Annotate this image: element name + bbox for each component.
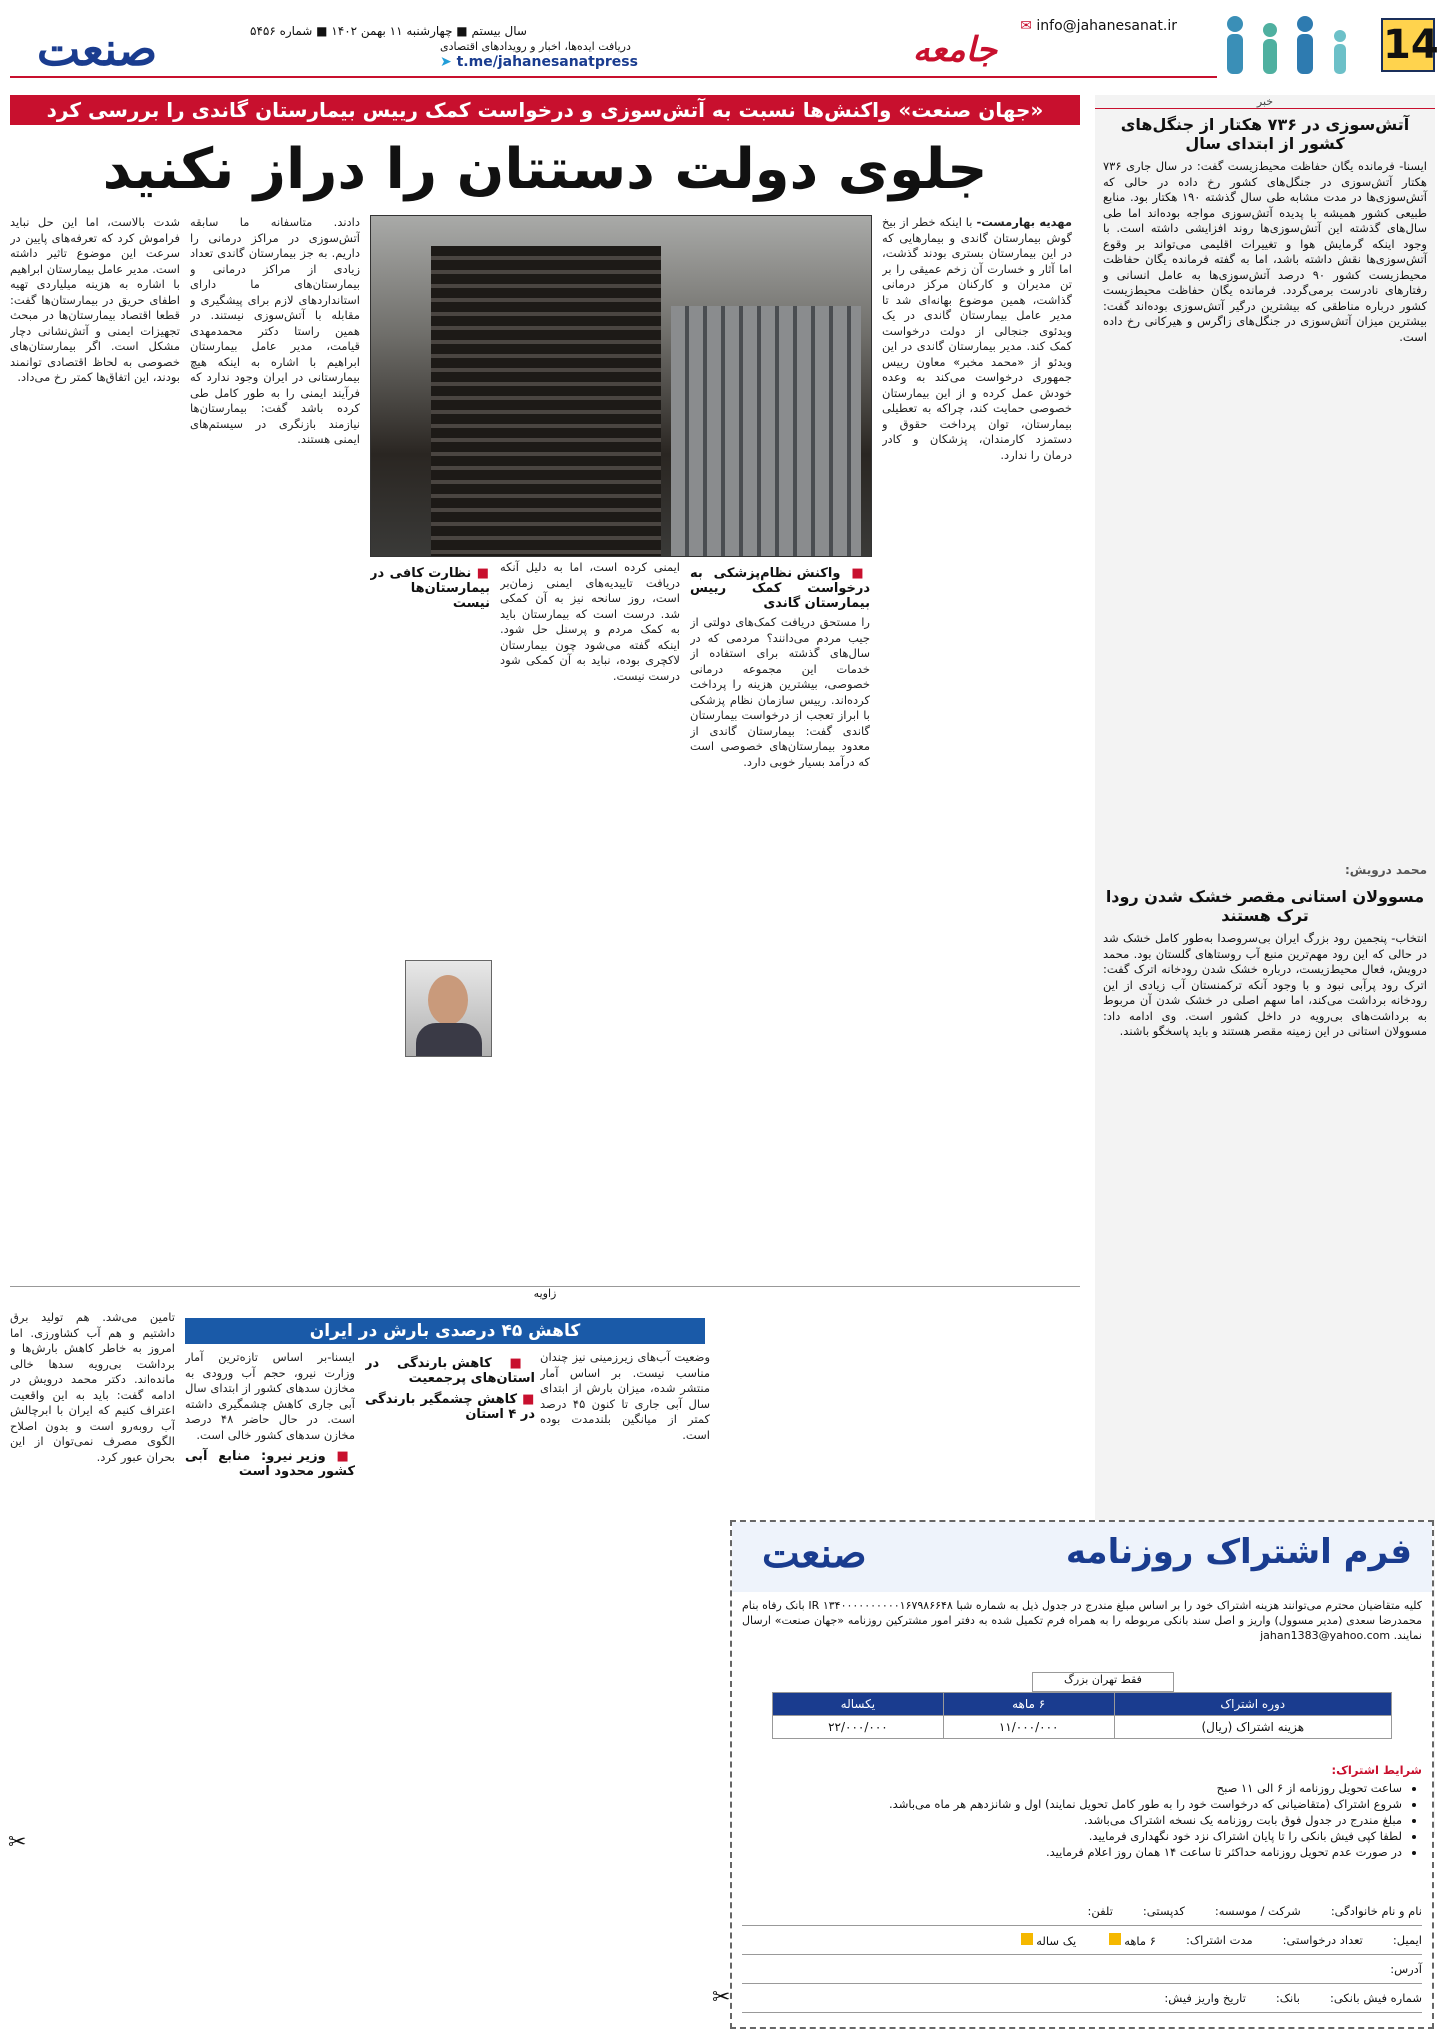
article-text: شدت بالاست، اما این حل نباید فراموش کرد که تعرفه‌های پایین در سرعت این موضوع تاثیر داشته است. مدیر عامل بیمارستان ابراهیم با اشاره به هزینه میلیاردی تهیه اطفای حریق در بیمارستان‌ها گفت: قطعا اقتصاد بیمارستان‌ها در مبحث تجهیزات ایمنی و آتش‌نشانی دچار مشکل است. اگر بیمارستان‌های خصوصی به لحاظ اقتصادی توانمند بودند، این اتفاق‌ها کمتر رخ می‌داد. bbox=[10, 215, 180, 384]
family-silhouette-icon bbox=[1215, 10, 1375, 80]
article-text: وضعیت آب‌های زیرزمینی نیز چندان مناسب نیست. بر اساس آمار منتشر شده، میزان بارش از ابتدای سال آبی جاری تا کنون ۴۵ درصد کمتر از میانگین بلندمدت بوده است. bbox=[540, 1350, 710, 1442]
postal-code-field[interactable]: کدپستی: bbox=[1142, 1904, 1185, 1918]
subscription-form[interactable] bbox=[730, 1520, 1434, 2029]
article-text: دادند. متاسفانه ما سابقه آتش‌سوزی در مراکز درمانی را داریم. به جز بیمارستان گاندی تعداد زیادی از مراکز درمانی و بیمارستان‌های ما دارای استانداردهای لازم برای پیشگیری و مقابله با آتش‌سوزی نیستند. در همین راستا دکتر محمدمهدی قیامت، مدیر عامل بیمارستان ابراهیم با اشاره به اینکه هیچ بیمارستانی در ایران وجود ندارد که فرآیند ایمنی را به طور کامل طی کرده باشد گفت: بیمارستان‌ها نیازمند بازنگری در سیستم‌های ایمنی هستند. bbox=[190, 215, 360, 446]
news-body: ایسنا- فرمانده یگان حفاظت محیط‌زیست گفت: در سال جاری ۷۳۶ هکتار آتش‌سوزی در جنگل‌های کشور رخ داده در حالی که آتش‌سوزی‌ها در مدت مشابه طی سال گذشته ۱۹۰ هکتار بود. منابع طبیعی کشور همیشه با پدیده آتش‌سوزی مواجه بوده‌اند اما طی سال‌های گذشته این آتش‌سوزی‌ها روند افزایشی داشته است. با وجود اینکه گرمایش هوا و تغییرات اقلیمی می‌تواند بر وقوع آتش‌سوزی‌ها نقش داشته باشد، اما به گفته فرمانده یگان حفاظت محیط‌زیست کشور ۹۰ درصد آتش‌سوزی‌ها به عامل انسانی و رفتارهای نادرست برمی‌گردد. فرمانده یگان حفاظت محیط‌زیست کشور درباره مناطقی که بیشترین درگیر آتش‌سوزی بوده‌اند گفت: بیشترین میزان آتش‌سوزی در جنگل‌های زاگرس و هیرکانی رخ داده است. bbox=[1103, 159, 1427, 344]
subscription-fields[interactable] bbox=[742, 1897, 1422, 2013]
quantity-field[interactable]: تعداد درخواستی: bbox=[1282, 1933, 1363, 1947]
article-text: تامین می‌شد. هم تولید برق داشتیم و هم آب کشاورزی. اما امروز به خاطر کاهش بارش‌ها و برداشت بی‌رویه سدها خالی مانده‌اند. دکتر محمد درویش در ادامه گفت: باید به این واقعیت اعتراف کنیم که ایران با ابرچالش آب روبه‌رو است و بدون اصلاح الگوی مصرف نمی‌توان از این بحران عبور کرد. bbox=[10, 1310, 175, 1464]
address-field[interactable]: آدرس: bbox=[1390, 1962, 1422, 1976]
sidebar-tag: خبر bbox=[1095, 95, 1435, 109]
condition-item: • لطفا کپی فیش بانکی را تا پایان اشتراک نزد خود نگهداری فرمایید. bbox=[742, 1828, 1402, 1844]
one-year-option[interactable]: یک ساله bbox=[1018, 1933, 1076, 1948]
burnt-hospital-photo bbox=[370, 215, 872, 557]
article-column-5 bbox=[10, 215, 180, 1280]
article-text: را مستحق دریافت کمک‌های دولتی از جیب مردم می‌دانند؟ مردمی که در سال‌های گذشته برای استفاده از خدمات این مجموعه درمانی خصوصی، بیشترین هزینه را پرداخت کرده‌اند. رییس سازمان نظام پزشکی با ابراز تعجب از درخواست بیمارستان گاندی گفت: بیمارستان گاندی از معدود بیمارستان‌های خصوصی است که درآمد بسیار خوبی دارد. bbox=[690, 615, 870, 769]
issue-meta: سال بیستم ■ چهارشنبه ۱۱ بهمن ۱۴۰۲ ■ شماره ۵۴۵۶ bbox=[250, 24, 527, 38]
subscription-title: فرم اشتراک روزنامه bbox=[1065, 1532, 1412, 1572]
email-address[interactable]: ✉ info@jahanesanat.ir bbox=[1020, 18, 1177, 34]
conditions-title: شرایط اشتراک: bbox=[1331, 1763, 1422, 1777]
table-cell: ۱۱/۰۰۰/۰۰۰ bbox=[943, 1716, 1114, 1739]
section-title: جامعه bbox=[912, 30, 997, 70]
subheading: ■ کاهش بارندگی در استان‌های پرجمعیت bbox=[365, 1356, 535, 1386]
article-text: ایمنی کرده است، اما به دلیل آنکه دریافت تاییدیه‌های ایمنی زمان‌بر است، روز سانحه نیز به آن کمکی شد. درست است که بیمارستان باید به کمک مردم و پرسنل حل شود. اینکه گفته می‌شود چون بیمارستان لاکچری بوده، نباید به آن کمکی شود درست نیست. bbox=[500, 560, 680, 683]
table-cell: هزینه اشتراک (ریال) bbox=[1114, 1716, 1391, 1739]
section-divider: زاویه bbox=[10, 1286, 1080, 1301]
interviewee-photo bbox=[405, 960, 492, 1057]
condition-item: • شروع اشتراک (متقاضیانی که درخواست خود را به طور کامل تحویل نمایند) اول و شانزدهم هر ماه می‌باشد. bbox=[742, 1796, 1402, 1812]
telegram-icon: ➤ bbox=[440, 54, 457, 70]
scissors-icon: ✂ bbox=[712, 1985, 731, 2010]
table-cell: ۶ ماهه bbox=[943, 1693, 1114, 1716]
name-field[interactable]: نام و نام خانوادگی: bbox=[1330, 1904, 1422, 1918]
table-cell: دوره اشتراک bbox=[1114, 1693, 1391, 1716]
news-body: انتخاب- پنجمین رود بزرگ ایران بی‌سروصدا به‌طور کامل خشک شد در حالی که این رود مهم‌ترین منبع آب روستاهای گلستان بود. محمد درویش، فعال محیط‌زیست، درباره خشک شدن رودخانه اترک گفت: اترک رود پرآبی نبود و با وجود آنکه ترکمنستان آب زیادی از این رودخانه برداشت می‌کند، اما سهم اصلی در خشک شدن آن مربوط به برداشت‌های بی‌رویه در داخل کشور است. وی ادامه داد: مسوولان استانی در این زمینه مقصر هستند و باید پاسخگو باشند. bbox=[1103, 931, 1427, 1038]
subheading: ■ وزیر نیرو: منابع آبی کشور محدود است bbox=[185, 1449, 355, 1479]
checkbox-icon bbox=[1109, 1933, 1121, 1945]
subscription-intro: کلیه متقاضیان محترم می‌توانند هزینه اشتراک خود را بر اساس مبلغ مندرج در جدول ذیل به شماره شبا ۱۳۴۰۰۰۰۰۰۰۰۰۰۱۶۷۹۸۶۶۴۸ IR بانک رفاه بنام محمدرضا سعدی (مدیر مسوول) واریز و اصل سند بانکی مربوطه را به همراه فرم تکمیل شده به دفتر امور مشترکین روزنامه «جهان صنعت» ارسال نمایند. jahan1383@yahoo.com bbox=[742, 1599, 1423, 1642]
tehran-only-badge: فقط تهران بزرگ bbox=[1032, 1672, 1174, 1692]
table-row bbox=[773, 1716, 1392, 1739]
article-text: با اینکه خطر از بیخ گوش بیمارستان گاندی و بیمارهایی که در این بیمارستان بستری بودند گذشت، اما آثار و خسارت آن زخم عمیقی را بر تن مدیران و کارکنان مرکز درمانی گذاشت، همین موضوع بهانه‌ای شد تا مدیر عامل بیمارستان گاندی در یک ویدئوی جنجالی از دولت درخواست کمک کند. مدیر بیمارستان گاندی در این ویدئو از «محمد مخبر» معاون رییس جمهوری درخواست می‌کند به وعده خودش عمل کرده و از این بیمارستان خصوصی حمایت کند، چراکه به تعطیلی بیمارستان، توان پرداخت حقوق و دستمزد کارمندان، پزشکان و کادر درمان را ندارد. bbox=[882, 215, 1072, 462]
article-kicker: «جهان صنعت» واکنش‌ها نسبت به آتش‌سوزی و درخواست کمک رییس بیمارستان گاندی را بررسی کرد bbox=[10, 95, 1080, 125]
phone-field[interactable]: تلفن: bbox=[1087, 1904, 1113, 1918]
news-title: مسوولان استانی مقصر خشک شدن رودا ترک هستند bbox=[1105, 887, 1425, 925]
price-table bbox=[772, 1692, 1392, 1739]
subheading: ■ نظارت کافی در بیمارستان‌ها نیست bbox=[370, 566, 490, 611]
condition-item: • مبلغ مندرج در جدول فوق بابت روزنامه یک نسخه اشتراک می‌باشد. bbox=[742, 1812, 1402, 1828]
table-row bbox=[773, 1693, 1392, 1716]
six-month-option[interactable]: ۶ ماهه bbox=[1106, 1933, 1156, 1948]
article-headline: جلوی دولت دستتان را دراز نکنید bbox=[102, 137, 988, 202]
condition-item: • ساعت تحویل روزنامه از ۶ الی ۱۱ صبح bbox=[742, 1780, 1402, 1796]
page-number: 14 bbox=[1381, 18, 1435, 72]
email-field[interactable]: ایمیل: bbox=[1392, 1933, 1422, 1947]
rain-article-title: کاهش ۴۵ درصدی بارش در ایران bbox=[185, 1318, 705, 1344]
condition-item: • در صورت عدم تحویل روزنامه حداکثر تا ساعت ۱۴ همان روز اعلام فرمایید. bbox=[742, 1844, 1402, 1860]
article-column-1 bbox=[882, 215, 1072, 1280]
company-field[interactable]: شرکت / موسسه: bbox=[1214, 1904, 1301, 1918]
telegram-note: دریافت ایده‌ها، اخبار و رویدادهای اقتصادی bbox=[440, 40, 631, 53]
header-divider bbox=[10, 76, 1217, 78]
page-header bbox=[0, 0, 1447, 88]
article-text: ایسنا-بر اساس تازه‌ترین آمار وزارت نیرو، حجم آب ورودی به مخازن سدهای کشور از ابتدای سال آبی جاری کاهش چشمگیری داشته است. در حال حاضر ۴۸ درصد مخازن سدهای کشور خالی است. bbox=[185, 1350, 355, 1442]
period-field: مدت اشتراک: bbox=[1185, 1933, 1253, 1947]
email-icon: ✉ bbox=[1020, 18, 1037, 34]
article-column-4 bbox=[190, 215, 360, 1280]
bank-field[interactable]: بانک: bbox=[1275, 1991, 1300, 2005]
subscription-logo: صنعت bbox=[762, 1530, 867, 1577]
newspaper-logo bbox=[12, 22, 182, 76]
deposit-date-field[interactable]: تاریخ واریز فیش: bbox=[1164, 1991, 1246, 2005]
bottom-column-3 bbox=[365, 1350, 535, 2020]
news-byline: محمد درویش: bbox=[1344, 863, 1427, 877]
article-column-2 bbox=[690, 560, 870, 1280]
bottom-column-4 bbox=[185, 1350, 355, 2020]
bottom-column-5 bbox=[730, 1310, 1070, 1510]
article-column-3 bbox=[500, 560, 680, 1280]
subscription-header bbox=[732, 1522, 1432, 1592]
form-row bbox=[742, 1984, 1422, 2013]
logo-text: صنعت bbox=[36, 22, 158, 76]
byline: مهدیه بهارمست- bbox=[976, 215, 1072, 229]
subheading: ■ کاهش چشمگیر بارندگی در ۴ استان bbox=[365, 1392, 535, 1422]
checkbox-icon bbox=[1021, 1933, 1033, 1945]
receipt-number-field[interactable]: شماره فیش بانکی: bbox=[1329, 1991, 1422, 2005]
form-row bbox=[742, 1897, 1422, 1926]
subheading: ■ واکنش نظام‌پزشکی به درخواست کمک رییس بیمارستان گاندی bbox=[690, 566, 870, 611]
news-title: آتش‌سوزی در ۷۳۶ هکتار از جنگل‌های کشور از ابتدای سال bbox=[1120, 115, 1410, 153]
bottom-column-1 bbox=[10, 1310, 175, 2025]
table-cell: ۲۲/۰۰۰/۰۰۰ bbox=[773, 1716, 944, 1739]
form-row bbox=[742, 1955, 1422, 1984]
table-cell: یکساله bbox=[773, 1693, 944, 1716]
telegram-link[interactable]: ➤ t.me/jahanesanatpress bbox=[440, 54, 638, 70]
article-column-3b bbox=[370, 560, 490, 940]
scissors-icon: ✂ bbox=[8, 1830, 27, 1855]
form-row bbox=[742, 1926, 1422, 1955]
bottom-column-2 bbox=[540, 1350, 710, 1510]
subscription-conditions bbox=[742, 1762, 1422, 1860]
